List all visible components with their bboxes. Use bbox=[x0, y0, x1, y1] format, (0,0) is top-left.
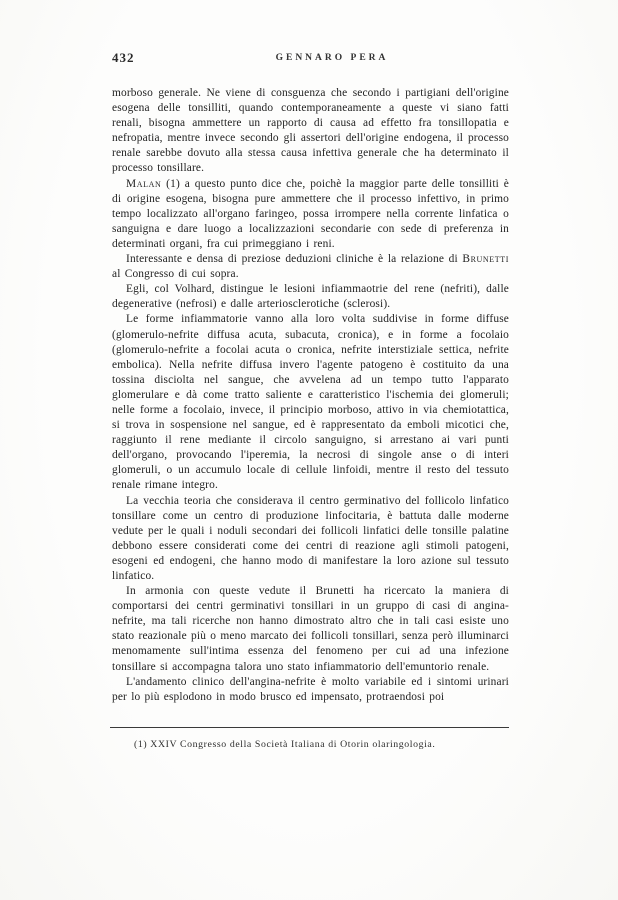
paragraph bbox=[112, 312, 509, 493]
paragraph-text: al Congresso di cui sopra. bbox=[112, 268, 239, 281]
body-text bbox=[112, 86, 509, 705]
paragraph-text: Egli, col Volhard, distingue le lesioni infiammaotrie del rene (nefriti), dalle degenerative (nefrosi) e dalle arteriosclerotiche (sclerosi). bbox=[112, 283, 509, 311]
paragraph-text: La vecchia teoria che considerava il centro germinativo del follicolo linfatico tonsillare come un centro di produzione linfocitaria, è battuta dalle moderne vedute per le quali i noduli secondari dei follicoli linfatici delle tonsille palatine debbono essere considerati come dei centri di reazione agli stimoli patogeni, esogeni ed endogeni, che hanno modo di manifestare la loro azione sul tessuto linfatico. bbox=[112, 494, 509, 582]
paragraph-text: Interessante e densa di preziose deduzioni cliniche è la relazione di bbox=[126, 253, 463, 266]
paragraph-text: In armonia con queste vedute il Brunetti ha ricercato la maniera di comportarsi dei centri germinativi tonsillari in un gruppo di casi di angina-nefrite, ma tali ricerche non hanno dimostrato altro che in tali casi esiste uno stato reazionale più o meno marcato dei follicoli tonsillari, senza però illuminarci menomamente sull'intima essenza del fenomeno per cui ad una infezione tonsillare si accompagna talora uno stato infiammatorio dell'emuntorio renale. bbox=[112, 585, 509, 673]
footnote-text: (1) XXIV Congresso della Società Italiana di Otorin olaringologia. bbox=[134, 739, 436, 750]
paragraph-text: morboso generale. Ne viene di consguenza che secondo i partigiani dell'origine esogena delle tonsilliti, quando contemporaneamente a queste vi siano fatti renali, bisogna ammettere un rapporto di causa ad effetto fra tonsillopatia e nefropatia, mentre invece secondo gli assertori dell'origine endogena, il processo renale sarebbe dovuto alla stessa causa infettiva generale che ha determinato il processo tonsillare. bbox=[112, 87, 509, 175]
paragraph bbox=[112, 86, 509, 177]
paragraph bbox=[112, 494, 509, 585]
author-name: Brunetti bbox=[462, 253, 509, 266]
paragraph bbox=[112, 584, 509, 675]
footnote-rule bbox=[110, 727, 509, 728]
page-number: 432 bbox=[112, 50, 135, 65]
paragraph bbox=[112, 252, 509, 282]
paragraph-text: Le forme infiammatorie vanno alla loro volta suddivise in forme diffuse (glomerulo-nefrite diffusa acuta, subacuta, cronica), e in forme a focolaio (glomerulo-nefrite a focolai acuta o cronica, nefrite interstiziale settica, nefrite embolica). Nella nefrite diffusa invero l'agente patogeno è costituito da una tossina disciolta nel sangue, che avvelena ad un tempo tutto l'apparato glomerulare e dà come tratto saliente e caratteristico l'ischemia dei glomeruli; nelle forme a focolaio, invece, il principio morboso, attivo in via chemiotattica, si trova in sospensione nel sangue, ed è rappresentato da emboli micotici che, raggiunto il rene mediante il circolo sanguigno, si arrestano ai vari punti dell'organo, provocando l'iperemia, la necrosi di singole anse o di interi glomeruli, o un accumulo locale di cellule linfoidi, mentre il resto del tessuto renale rimane integro. bbox=[112, 313, 509, 492]
paragraph-text: L'andamento clinico dell'angina-nefrite è molto variabile ed i sintomi urinari per lo più esplodono in modo brusco ed impensato, protraendosi poi bbox=[112, 675, 509, 703]
author-name: Malan bbox=[126, 177, 162, 190]
paragraph bbox=[112, 177, 509, 252]
running-head: GENNARO PERA bbox=[275, 53, 389, 63]
paragraph bbox=[112, 675, 509, 705]
paragraph bbox=[112, 282, 509, 312]
paragraph-text: (1) a questo punto dice che, poichè la maggior parte delle tonsilliti è di origine esogena, bisogna pure ammettere che il processo infettivo, in primo tempo localizzato all'organo faringeo, possa irrompere nella corrente linfatica o sanguigna e dare luogo a localizzazioni secondarie con sede di preferenza in determinati organi, fra cui primeggiano i reni. bbox=[112, 177, 509, 250]
